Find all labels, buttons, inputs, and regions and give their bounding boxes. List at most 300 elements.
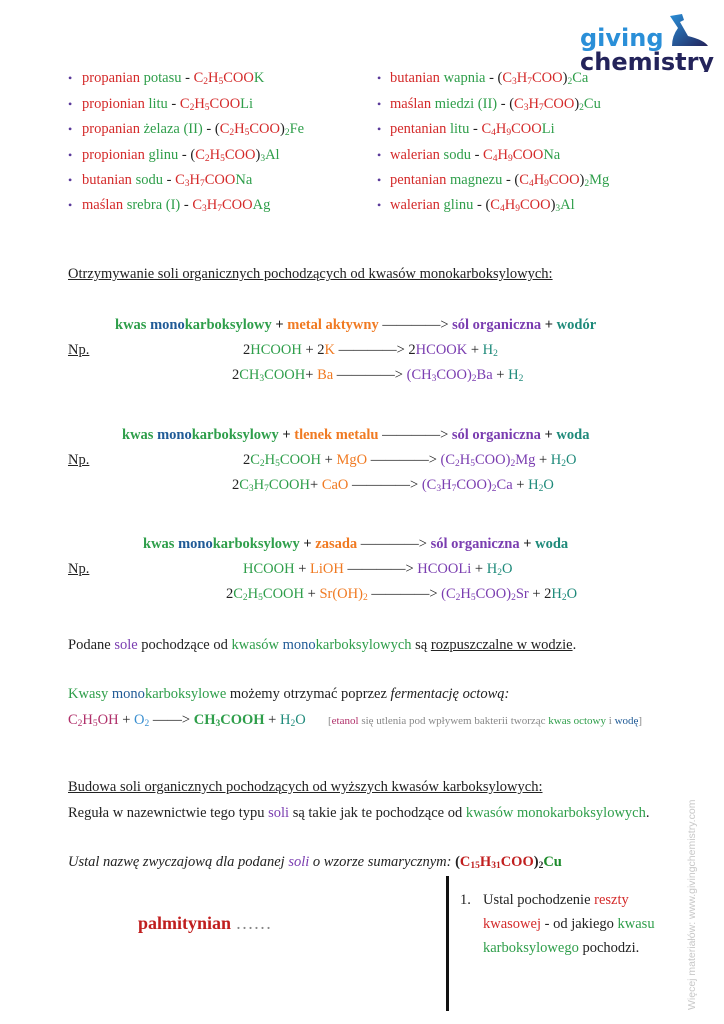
text-segment: sól organiczna <box>452 317 542 333</box>
text-segment: CH <box>193 712 216 728</box>
bullet: • <box>377 148 382 162</box>
text-segment: O <box>566 586 578 602</box>
equation <box>226 585 577 603</box>
text-segment: Na <box>543 147 561 163</box>
text-segment: 2 <box>538 861 544 871</box>
text-segment: woda <box>535 536 569 552</box>
text-segment: mono <box>282 637 316 653</box>
divider-line <box>446 876 449 1011</box>
text-segment: 3 <box>431 374 437 384</box>
text-segment: kwas <box>115 317 151 333</box>
text-segment: kwasowej <box>483 916 541 932</box>
text-segment: mono <box>111 686 145 702</box>
text-segment: COO <box>222 197 253 213</box>
giving-chemistry-logo <box>578 10 718 72</box>
text-segment: mono <box>157 427 192 443</box>
text-segment: Mg <box>589 172 610 188</box>
text-segment: + <box>304 586 320 602</box>
list-item <box>390 95 601 113</box>
text-segment: fermentację octową: <box>390 686 510 702</box>
text-segment: COOH <box>262 586 304 602</box>
text-segment: COO) <box>436 367 472 383</box>
list-item <box>390 146 560 164</box>
text-segment: Al <box>265 147 280 163</box>
fermentation-text <box>68 685 509 703</box>
text-segment: C <box>514 96 524 112</box>
text-segment: 2 <box>584 179 590 189</box>
text-segment: K <box>324 342 335 358</box>
text-segment: sól organiczna <box>430 536 520 552</box>
text-segment: 3 <box>436 484 442 494</box>
example-label: Np. <box>68 561 90 577</box>
text-segment: 2 <box>232 477 240 493</box>
text-segment: 7 <box>199 179 205 189</box>
text-segment: - ( <box>202 121 220 137</box>
text-segment: kwasów <box>231 637 283 653</box>
text-segment: wodę <box>614 715 639 727</box>
text-segment: COO) <box>475 586 512 602</box>
text-segment: C <box>481 121 492 137</box>
text-segment: COO <box>532 70 563 86</box>
text-segment: Sr(OH) <box>319 586 363 602</box>
text-segment: 2 <box>538 484 544 494</box>
text-segment: H <box>516 70 528 86</box>
text-segment: Ca <box>572 70 589 86</box>
text-segment: 4 <box>499 204 505 214</box>
bullet: • <box>377 198 382 212</box>
text-segment: kwas <box>143 536 179 552</box>
text-segment: butanian <box>390 70 444 86</box>
text-segment: 3 <box>512 77 517 87</box>
text-segment: - <box>162 172 176 188</box>
equation <box>243 560 512 578</box>
text-segment: (C <box>440 452 455 468</box>
text-segment: kwas octowy <box>548 715 607 727</box>
text-segment: - ( <box>473 197 491 213</box>
text-segment: H <box>550 452 562 468</box>
text-segment: 7 <box>217 204 222 214</box>
text-segment: o wzorze sumarycznym: <box>309 854 456 870</box>
text-segment: 2 <box>243 342 251 358</box>
text-segment: 3 <box>555 204 561 214</box>
text-segment: MgO <box>336 452 368 468</box>
text-segment: 5 <box>470 593 476 603</box>
equation <box>232 366 523 384</box>
text-segment: 2 <box>242 593 248 603</box>
text-segment: propionian <box>82 96 149 112</box>
text-segment: 15 <box>470 861 480 871</box>
text-segment: zasada <box>315 536 358 552</box>
list-item <box>82 69 264 87</box>
text-segment: (C <box>421 477 437 493</box>
text-segment: HCOOK <box>415 342 468 358</box>
bullet: • <box>68 173 73 187</box>
list-item <box>82 95 253 113</box>
text-segment: Otrzymywanie soli organicznych pochodzących od kwasów monokarboksylowych: <box>68 266 553 282</box>
text-segment: sole <box>114 637 138 653</box>
bullet: • <box>377 97 382 111</box>
list-item <box>82 171 252 189</box>
text-segment: Sr <box>515 586 529 602</box>
text-segment: OH <box>97 712 119 728</box>
text-segment: COO <box>512 147 544 163</box>
text-segment: H <box>495 121 507 137</box>
text-segment: - <box>470 147 484 163</box>
text-segment: - od jakiego <box>541 916 618 932</box>
bullet: • <box>68 148 73 162</box>
text-segment: 2 <box>144 719 150 729</box>
text-segment: C <box>68 712 78 728</box>
text-segment: tlenek metalu <box>294 427 379 443</box>
text-segment: H <box>253 477 265 493</box>
text-segment: 7 <box>451 484 457 494</box>
text-segment: COOH <box>264 367 306 383</box>
step-number: 1. <box>460 892 471 908</box>
text-segment: Fe <box>289 121 305 137</box>
watermark: Więcej materiałów: www.givingchemistry.com <box>686 799 698 1010</box>
text-segment: - <box>469 121 482 137</box>
text-segment: H <box>460 586 471 602</box>
text-segment: C <box>250 452 260 468</box>
equation <box>232 476 554 494</box>
text-segment: + <box>471 561 487 577</box>
text-segment: Cu <box>583 96 601 112</box>
text-segment: + <box>512 477 529 493</box>
text-segment: mono <box>178 536 213 552</box>
text-segment: + <box>118 712 135 728</box>
text-segment: H <box>82 712 93 728</box>
text-segment: 9 <box>515 204 520 214</box>
text-segment: ( <box>455 854 460 870</box>
text-segment: H <box>207 70 219 86</box>
text-segment: pochodzące od <box>137 637 232 653</box>
text-segment: HCOOH <box>243 561 295 577</box>
text-segment: H <box>497 147 508 163</box>
text-segment: propionian <box>82 147 149 163</box>
text-segment: karboksylowego <box>483 940 579 956</box>
text-segment: . <box>645 805 650 821</box>
text-segment: 2 <box>362 593 368 603</box>
text-segment: potasu <box>143 70 182 86</box>
text-segment: C <box>193 70 204 86</box>
text-segment: ) <box>550 197 556 213</box>
text-segment: metal aktywny <box>287 317 379 333</box>
text-segment: kwasów monokarboksylowych <box>465 805 646 821</box>
logo-text-chemistry: chemistry <box>580 48 715 72</box>
bullet: • <box>68 71 73 85</box>
text-segment: + <box>467 342 483 358</box>
text-segment: karboksylowych <box>315 637 412 653</box>
text-segment: butanian <box>82 172 136 188</box>
text-segment: ) <box>579 172 585 188</box>
text-segment: karboksylowy <box>191 427 279 443</box>
text-segment: 5 <box>92 719 98 729</box>
equation <box>243 451 577 469</box>
text-segment: ————> <box>367 452 441 468</box>
text-segment: ——> <box>149 712 194 728</box>
text-segment: i <box>606 715 615 727</box>
text-segment: + <box>541 317 557 333</box>
text-segment: mono <box>150 317 185 333</box>
text-segment: HCOOH <box>250 342 302 358</box>
text-segment: Na <box>235 172 253 188</box>
text-segment: możemy otrzymać poprzez <box>226 686 391 702</box>
text-segment: 2 <box>204 154 210 164</box>
text-segment: + <box>492 367 509 383</box>
text-segment: Li <box>240 96 254 112</box>
reaction-scheme <box>122 426 589 444</box>
text-segment: - <box>180 197 193 213</box>
text-segment: 7 <box>527 77 533 87</box>
text-segment: Ba <box>317 367 334 383</box>
text-segment: pentanian <box>390 172 450 188</box>
text-segment: kwas <box>122 427 158 443</box>
text-segment: maślan <box>82 197 127 213</box>
text-segment: COO <box>209 96 241 112</box>
list-item <box>390 196 575 214</box>
text-segment: ————> <box>367 586 442 602</box>
text-segment: Li <box>541 121 555 137</box>
text-segment: 7 <box>264 484 269 494</box>
text-segment: propanian <box>82 121 144 137</box>
equation <box>243 341 498 359</box>
text-segment: O <box>295 712 306 728</box>
text-segment: soli <box>288 854 310 870</box>
text-segment: COOH <box>279 452 321 468</box>
text-segment: 2 <box>518 374 524 384</box>
text-segment: 31 <box>491 861 501 871</box>
text-segment: H <box>479 854 492 870</box>
text-segment: C <box>502 70 513 86</box>
text-segment: etanol <box>331 715 359 727</box>
text-segment: 2 <box>226 586 234 602</box>
bullet: • <box>68 198 73 212</box>
text-segment: palmitynian <box>138 913 232 933</box>
text-segment: karboksylowy <box>184 317 272 333</box>
text-segment: K <box>253 70 265 86</box>
text-segment: (CH <box>406 367 432 383</box>
text-segment: 7 <box>538 103 544 113</box>
text-segment: 2 <box>455 459 460 469</box>
text-segment: H <box>486 561 498 577</box>
text-segment: są <box>411 637 431 653</box>
text-segment: - <box>181 70 194 86</box>
text-segment: + <box>321 452 337 468</box>
text-segment: Podane <box>68 637 115 653</box>
text-segment: karboksylowy <box>212 536 300 552</box>
text-segment: 5 <box>470 459 475 469</box>
naming-rule <box>68 804 649 822</box>
text-segment: C <box>195 147 205 163</box>
text-segment: + <box>519 536 536 552</box>
text-segment: LiOH <box>310 561 344 577</box>
text-segment: O <box>543 477 554 493</box>
step-text <box>483 891 629 909</box>
fermentation-note <box>328 712 642 730</box>
text-segment: kwasu <box>617 916 655 932</box>
text-segment: 9 <box>544 179 549 189</box>
fermentation-equation <box>68 711 306 729</box>
text-segment: C <box>459 854 471 870</box>
text-segment: + <box>535 452 551 468</box>
text-segment: 2 <box>408 342 416 358</box>
list-item <box>82 196 270 214</box>
text-segment: Ustal pochodzenie <box>483 892 595 908</box>
text-segment: H <box>504 197 516 213</box>
list-item <box>82 120 304 138</box>
text-segment: 2 <box>491 484 497 494</box>
text-segment: COO <box>543 96 575 112</box>
text-segment: 2 <box>497 568 502 578</box>
text-segment: H <box>528 96 539 112</box>
text-segment: się utlenia pod wpływem bakterii tworząc <box>358 715 549 727</box>
text-segment: woda <box>556 427 590 443</box>
text-segment: ] <box>638 715 643 727</box>
text-segment: 2 <box>510 459 516 469</box>
text-segment: 2 <box>511 593 516 603</box>
text-segment: karboksylowe <box>144 686 227 702</box>
text-segment: 2 <box>77 719 83 729</box>
text-segment: ————> <box>378 317 453 333</box>
text-segment: srebra (I) <box>126 197 181 213</box>
text-segment: soli <box>268 805 290 821</box>
text-segment: H <box>482 342 494 358</box>
reaction-scheme <box>143 535 568 553</box>
text-segment: COO <box>223 70 254 86</box>
text-segment: COO <box>500 854 534 870</box>
text-segment: - ( <box>502 172 520 188</box>
text-segment: litu <box>450 121 470 137</box>
reaction-scheme <box>115 316 596 334</box>
text-segment: 5 <box>218 77 224 87</box>
list-item <box>82 146 280 164</box>
text-segment: maślan <box>390 96 435 112</box>
text-segment: sól organiczna <box>451 427 541 443</box>
example-label: Np. <box>68 342 90 358</box>
text-segment: 3 <box>215 719 221 729</box>
text-segment: rozpuszczalne w wodzie <box>430 637 573 653</box>
text-segment: COO <box>511 121 542 137</box>
flask-icon <box>670 14 708 46</box>
step-text <box>483 915 655 933</box>
text-segment: 4 <box>491 128 496 138</box>
text-segment: H <box>441 477 452 493</box>
text-segment: + 2 <box>301 342 325 358</box>
text-segment: 2 <box>203 77 208 87</box>
text-segment: H <box>551 586 562 602</box>
text-segment: 3 <box>184 179 190 189</box>
text-segment: H <box>279 712 291 728</box>
text-segment: ————> <box>333 367 407 383</box>
text-segment: miedzi (II) <box>434 96 498 112</box>
text-segment: 3 <box>260 154 266 164</box>
text-segment: 5 <box>258 593 263 603</box>
text-segment: 3 <box>202 204 207 214</box>
text-segment: 2 <box>290 719 296 729</box>
example-label: Np. <box>68 452 90 468</box>
text-segment: + <box>299 536 316 552</box>
logo-text-giving: giving <box>580 24 664 52</box>
text-segment: 2 <box>243 452 251 468</box>
text-segment: 9 <box>507 154 513 164</box>
text-segment: żelaza (II) <box>143 121 203 137</box>
text-segment: COOH <box>220 712 265 728</box>
bullet: • <box>377 173 382 187</box>
text-segment: COO <box>204 172 236 188</box>
text-segment: sodu <box>135 172 163 188</box>
text-segment: walerian <box>390 147 444 163</box>
text-segment: + <box>540 427 557 443</box>
text-segment: Reguła w nazewnictwie tego typu <box>68 805 269 821</box>
task-prompt <box>68 853 562 871</box>
text-segment: ) <box>562 70 568 86</box>
text-segment: H <box>528 477 539 493</box>
text-segment: magnezu <box>450 172 503 188</box>
text-segment: Ustal nazwę zwyczajową dla podanej <box>68 854 289 870</box>
text-segment: H <box>508 367 519 383</box>
text-segment: Ca <box>496 477 513 493</box>
text-segment: + <box>271 317 288 333</box>
text-segment: + <box>264 712 280 728</box>
text-segment: C <box>192 197 203 213</box>
text-segment: reszty <box>594 892 629 908</box>
text-segment: walerian <box>390 197 444 213</box>
text-segment: H <box>194 96 205 112</box>
text-segment: 2 <box>189 103 195 113</box>
list-item <box>390 69 588 87</box>
text-segment: ) <box>574 96 580 112</box>
text-segment: 2 <box>493 349 498 359</box>
text-segment: glinu <box>148 147 179 163</box>
text-segment: ————> <box>343 561 418 577</box>
text-segment: C <box>179 96 190 112</box>
list-item <box>390 171 609 189</box>
text-segment: C <box>233 586 243 602</box>
text-segment: . <box>572 637 577 653</box>
text-segment: H <box>533 172 545 188</box>
text-segment: Mg <box>515 452 536 468</box>
text-segment: H <box>189 172 200 188</box>
text-segment: 9 <box>506 128 512 138</box>
text-segment: H <box>264 452 276 468</box>
text-segment: wodór <box>556 317 597 333</box>
text-segment: COOH <box>268 477 310 493</box>
text-segment: 2 <box>561 459 567 469</box>
bullet: • <box>377 122 382 136</box>
text-segment: H <box>459 452 471 468</box>
text-segment: COO <box>224 147 256 163</box>
text-segment: C <box>483 147 493 163</box>
text-segment: ————> <box>348 477 422 493</box>
text-segment: 4 <box>492 154 498 164</box>
text-segment: - ( <box>178 147 196 163</box>
text-segment: 3 <box>523 103 529 113</box>
text-segment: ————> <box>334 342 409 358</box>
bullet: • <box>68 97 73 111</box>
text-segment: O <box>501 561 513 577</box>
text-segment: ) <box>255 147 261 163</box>
text-segment: 2 <box>232 367 240 383</box>
text-segment: 2 <box>561 593 567 603</box>
section-heading <box>68 778 543 796</box>
bullet: • <box>68 122 73 136</box>
text-segment: + <box>305 367 318 383</box>
text-segment: 5 <box>244 128 250 138</box>
text-segment: - ( <box>485 70 503 86</box>
text-segment: + <box>278 427 295 443</box>
text-segment: H <box>206 197 218 213</box>
text-segment: ————> <box>357 536 431 552</box>
